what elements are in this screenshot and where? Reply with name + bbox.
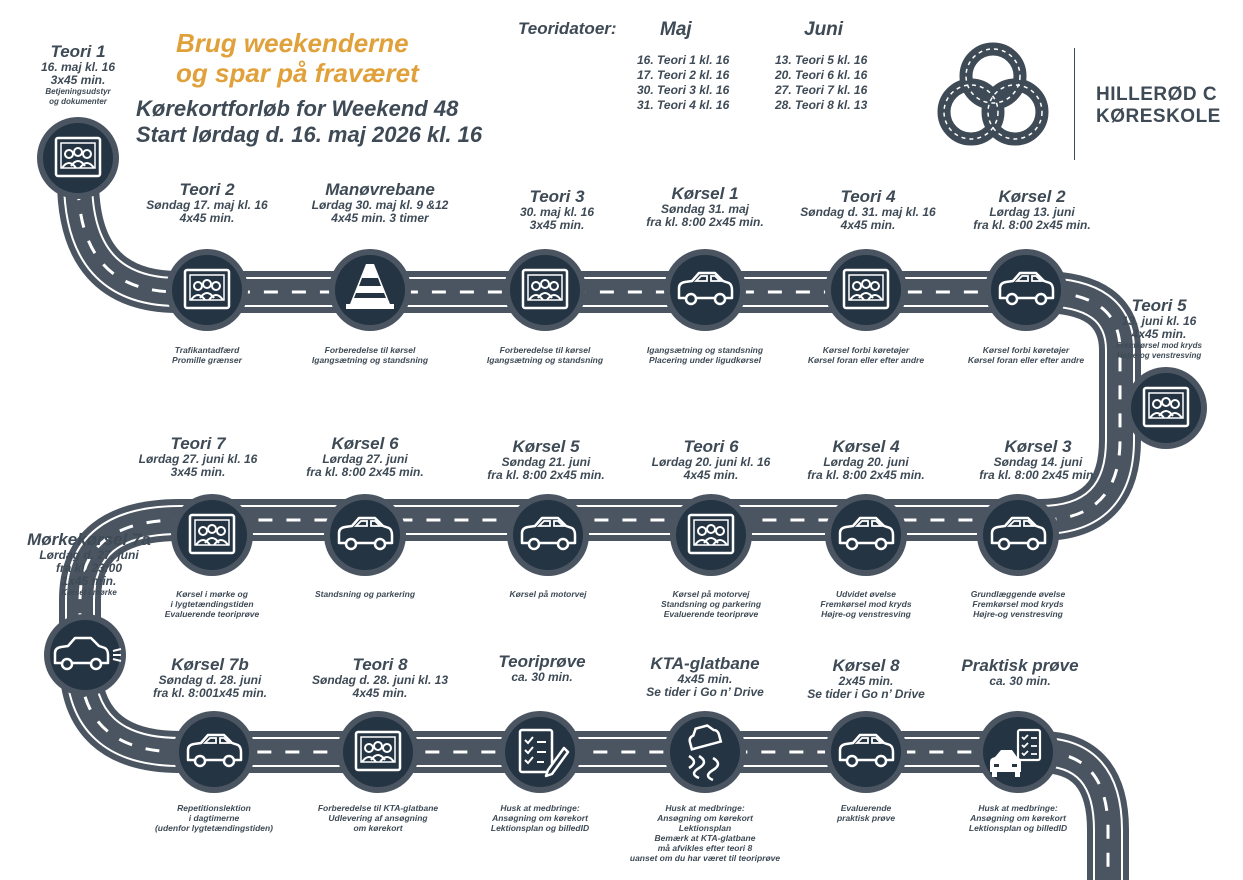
station-detail: Lørdag 20. juni kl. 16 [651, 455, 771, 469]
slogan-line-2: og spar på fraværet [176, 58, 419, 88]
station-topic: Fremkørsel mod kryds [1116, 341, 1202, 350]
station-detail: Søndag d. 31. maj kl. 16 [800, 205, 936, 219]
station-title: Teori 8 [352, 655, 408, 674]
description-line: Husk at medbringe: [978, 803, 1058, 813]
koersel8-node [824, 710, 908, 794]
koersel7b-info [125, 655, 295, 700]
station-detail: fra kl. 8:00 2x45 min. [979, 468, 1097, 482]
station-title: Teori 7 [170, 434, 226, 453]
description-line: Promille grænser [172, 355, 242, 365]
station-detail: Søndag d. 28. juni [158, 673, 262, 687]
station-title: Kørsel 2 [998, 187, 1066, 206]
description-line: Igangsætning og standsning [486, 355, 604, 365]
date-item: 13. Teori 5 kl. 16 [775, 53, 868, 67]
koersel8-info [781, 656, 951, 701]
description-line: Trafikantadfærd [174, 345, 240, 355]
station-title: Praktisk prøve [961, 656, 1079, 675]
teori8-node [336, 710, 420, 794]
description-line: Placering under ligudkørsel [649, 355, 761, 365]
teoridatoer-title: Teoridatoer: [518, 19, 617, 38]
teoriproeve-node [498, 710, 582, 794]
kta-description [620, 803, 790, 863]
station-title: Mørkekørsel 7a [27, 530, 151, 549]
koersel2-node [984, 248, 1068, 332]
station-detail: fra kl. 8:001x45 min. [152, 686, 268, 700]
course-heading [136, 96, 482, 148]
description-line: Husk at medbringe: [500, 803, 580, 813]
station-title: Teoriprøve [498, 652, 586, 671]
teori8-description [293, 803, 463, 833]
koersel4-info [781, 437, 951, 482]
description-line: Evaluerende teoriprøve [164, 609, 260, 619]
teori1-node [36, 116, 120, 200]
station-detail: 3x45 min. [50, 73, 106, 87]
station-title: Kørsel 3 [1004, 437, 1072, 456]
description-line: Repetitionslektion [177, 803, 251, 813]
station-detail: Lørdag 30. maj kl. 9 &12 [311, 198, 449, 212]
manoevrebane-info [295, 180, 465, 225]
station-detail: Søndag d. 28. juni kl. 13 [311, 673, 449, 687]
station-detail: 30. maj kl. 16 [519, 205, 595, 219]
station-title: Kørsel 7b [171, 655, 249, 674]
station-detail: 2x45 min. [838, 674, 894, 688]
course-start: Start lørdag d. 16. maj 2026 kl. 16 [136, 122, 483, 147]
date-item: 16. Teori 1 kl. 16 [637, 53, 730, 67]
knot-logo-icon [935, 38, 1051, 154]
station-detail: fra kl. 23:00 [55, 561, 123, 575]
station-detail: fra kl. 8:00 2x45 min. [807, 468, 925, 482]
station-title: Teori 1 [50, 42, 106, 61]
station-detail: 4x45 min. [677, 672, 733, 686]
teori5-info [1074, 296, 1243, 361]
station-title: Kørsel 8 [832, 656, 900, 675]
date-item: 20. Teori 6 kl. 16 [775, 68, 868, 82]
description-line: Kørsel på motorvej [509, 589, 587, 599]
teori4-description [781, 345, 951, 365]
teoriproeve-description [455, 803, 625, 833]
station-detail: fra kl. 8:00 2x45 min. [487, 468, 605, 482]
koersel3-description [933, 589, 1103, 619]
koersel1-node [663, 248, 747, 332]
koersel1-info [620, 184, 790, 229]
koersel7b-node [172, 710, 256, 794]
description-line: Ansøgning om kørekort [492, 813, 588, 823]
teori8-info [295, 655, 465, 700]
station-title: Kørsel 1 [671, 184, 739, 203]
description-line: Kørsel i mørke og [176, 589, 248, 599]
teori6-node [669, 493, 753, 577]
station-detail: 13. juni kl. 16 [1121, 314, 1197, 328]
description-line: Højre-og venstresving [821, 609, 911, 619]
station-detail: Lørdag 27. juni kl. 16 [138, 452, 258, 466]
date-item: 27. Teori 7 kl. 16 [775, 83, 868, 97]
manoevrebane-node [328, 248, 412, 332]
description-line: Fremkørsel mod kryds [820, 599, 912, 609]
koersel5-info [461, 437, 631, 482]
teori1-info [0, 42, 163, 107]
teori4-node [824, 248, 908, 332]
station-title: Teori 3 [529, 187, 585, 206]
brand-divider [1074, 48, 1075, 160]
description-line: Forberedelse til kørsel [324, 345, 416, 355]
month-maj: Maj [660, 19, 692, 40]
kta-info [620, 654, 790, 699]
description-line: Lektionsplan og billedID [490, 823, 590, 833]
station-topic: Betjeningsudstyr [45, 87, 111, 96]
description-line: Standsning og parkering [660, 599, 762, 609]
station-detail: 4x45 min. [352, 686, 408, 700]
description-line: Husk at medbringe: [665, 803, 745, 813]
description-line: Forberedelse til kørsel [499, 345, 591, 355]
teori6-info [626, 437, 796, 482]
koersel5-node [506, 493, 590, 577]
station-detail: fra kl. 8:00 2x45 min. [973, 218, 1091, 232]
description-line: Forberedelse til KTA-glatbane [317, 803, 439, 813]
station-title: Kørsel 5 [512, 437, 580, 456]
teori3-node [503, 248, 587, 332]
description-line: Igangsætning og standsning [311, 355, 429, 365]
station-topic: Højre-og venstresving [1116, 351, 1202, 360]
station-detail: 16. maj kl. 16 [40, 60, 116, 74]
station-detail: fra kl. 8:00 2x45 min. [646, 215, 764, 229]
station-detail: Lørdag 20. juni [823, 455, 909, 469]
station-detail: fra kl. 8:00 2x45 min. [306, 465, 424, 479]
station-detail: Søndag 14. juni [993, 455, 1083, 469]
station-detail: 4x45 min. 3 timer [331, 211, 429, 225]
station-detail: Søndag 17. maj kl. 16 [146, 198, 268, 212]
moerkekoersel7a-info [4, 530, 174, 598]
station-detail: Lørdag d. 27. juni [39, 548, 139, 562]
koersel6-info [280, 434, 450, 479]
station-detail: 3x45 min. [170, 465, 226, 479]
koersel8-description [781, 803, 951, 823]
station-topic: og dokumenter [49, 97, 107, 106]
slogan [176, 28, 419, 88]
koersel1-description [620, 345, 790, 365]
description-line: Udvidet øvelse [836, 589, 896, 599]
station-detail: 4x45 min. [840, 218, 896, 232]
praktisk-description [933, 803, 1103, 833]
description-line: Igangsætning og standsning [646, 345, 764, 355]
teori3-description [460, 345, 630, 365]
station-detail: ca. 30 min. [989, 674, 1051, 688]
date-item: 31. Teori 4 kl. 16 [637, 98, 730, 112]
teori5-node [1124, 366, 1208, 450]
date-list-juni [775, 53, 867, 113]
description-line: Udlevering af ansøgning [328, 813, 428, 823]
teori7-node [170, 493, 254, 577]
description-line: Kørsel forbi køretøjer [982, 345, 1070, 355]
brand-line-2: KØRESKOLE [1096, 106, 1221, 127]
teori2-info [122, 180, 292, 225]
praktisk-node [976, 710, 1060, 794]
teori4-info [783, 187, 953, 232]
description-line: (udenfor lygtetændingstiden) [154, 823, 274, 833]
koersel6-description [280, 589, 450, 599]
station-detail: Se tider i Go n’ Drive [807, 687, 925, 701]
koersel3-node [976, 493, 1060, 577]
description-line: Bemærk at KTA-glatbane [654, 833, 756, 843]
koersel3-info [953, 437, 1123, 482]
station-detail: 4x45 min. [179, 211, 235, 225]
description-line: uanset om du har været til teoriprøve [629, 853, 781, 863]
moerkekoersel7a-node [43, 613, 127, 697]
station-topic: Kørsel i mørke [61, 588, 117, 597]
station-title: Teori 2 [179, 180, 235, 199]
description-line: Kørsel forbi køretøjer [822, 345, 910, 355]
station-detail: Søndag 21. juni [501, 455, 591, 469]
description-line: Kørsel foran eller efter andre [807, 355, 925, 365]
koersel4-description [781, 589, 951, 619]
description-line: Kørsel foran eller efter andre [967, 355, 1085, 365]
station-detail: Søndag 31. maj [660, 202, 750, 216]
station-detail: Lørdag 27. juni [322, 452, 408, 466]
teori7-info [113, 434, 283, 479]
brand-name [1096, 84, 1221, 128]
description-line: Lektionsplan og billedID [968, 823, 1068, 833]
station-detail: Lørdag 13. juni [989, 205, 1075, 219]
station-detail: 4x45 min. [683, 468, 739, 482]
description-line: Lektionsplan [678, 823, 732, 833]
station-detail: 1x45 min. [61, 574, 117, 588]
date-item: 30. Teori 3 kl. 16 [637, 83, 730, 97]
station-detail: Se tider i Go n’ Drive [646, 685, 764, 699]
description-line: Standsning og parkering [314, 589, 416, 599]
teori2-description [122, 345, 292, 365]
description-line: praktisk prøve [836, 813, 896, 823]
station-detail: 3x45 min. [529, 218, 585, 232]
station-detail: 4x45 min. [1131, 327, 1187, 341]
course-title: Kørekortforløb for Weekend 48 [136, 96, 459, 121]
description-line: Ansøgning om kørekort [970, 813, 1066, 823]
date-item: 17. Teori 2 kl. 16 [637, 68, 730, 82]
station-title: Teori 4 [840, 187, 896, 206]
description-line: Evaluerende teoriprøve [663, 609, 759, 619]
slogan-line-1: Brug weekenderne [176, 28, 409, 58]
kta-node [663, 710, 747, 794]
description-line: må afvikles efter teori 8 [657, 843, 753, 853]
koersel5-description [463, 589, 633, 599]
description-line: Ansøgning om kørekort [657, 813, 753, 823]
description-line: i dagtimerne [188, 813, 240, 823]
description-line: Kørsel på motorvej [672, 589, 750, 599]
teori3-info [472, 187, 642, 232]
station-detail: ca. 30 min. [511, 670, 573, 684]
description-line: i lygtetændingstiden [170, 599, 254, 609]
description-line: Evaluerende [840, 803, 892, 813]
station-title: KTA-glatbane [650, 654, 760, 673]
station-title: Kørsel 4 [832, 437, 900, 456]
teori2-node [165, 248, 249, 332]
station-title: Kørsel 6 [331, 434, 399, 453]
praktisk-info [935, 656, 1105, 688]
station-title: Manøvrebane [325, 180, 435, 199]
description-line: Højre-og venstresving [973, 609, 1063, 619]
date-item: 28. Teori 8 kl. 13 [775, 98, 868, 112]
koersel7b-description [129, 803, 299, 833]
date-list-maj [637, 53, 729, 113]
koersel2-info [947, 187, 1117, 232]
teori6-description [626, 589, 796, 619]
description-line: om kørekort [353, 823, 403, 833]
manoevrebane-description [285, 345, 455, 365]
teoriproeve-info [457, 652, 627, 684]
month-juni: Juni [804, 19, 844, 40]
station-title: Teori 5 [1131, 296, 1187, 315]
description-line: Grundlæggende øvelse [970, 589, 1066, 599]
description-line: Fremkørsel mod kryds [972, 599, 1064, 609]
station-title: Teori 6 [683, 437, 739, 456]
brand-line-1: HILLERØD C [1096, 84, 1218, 105]
koersel6-node [323, 493, 407, 577]
koersel4-node [824, 493, 908, 577]
